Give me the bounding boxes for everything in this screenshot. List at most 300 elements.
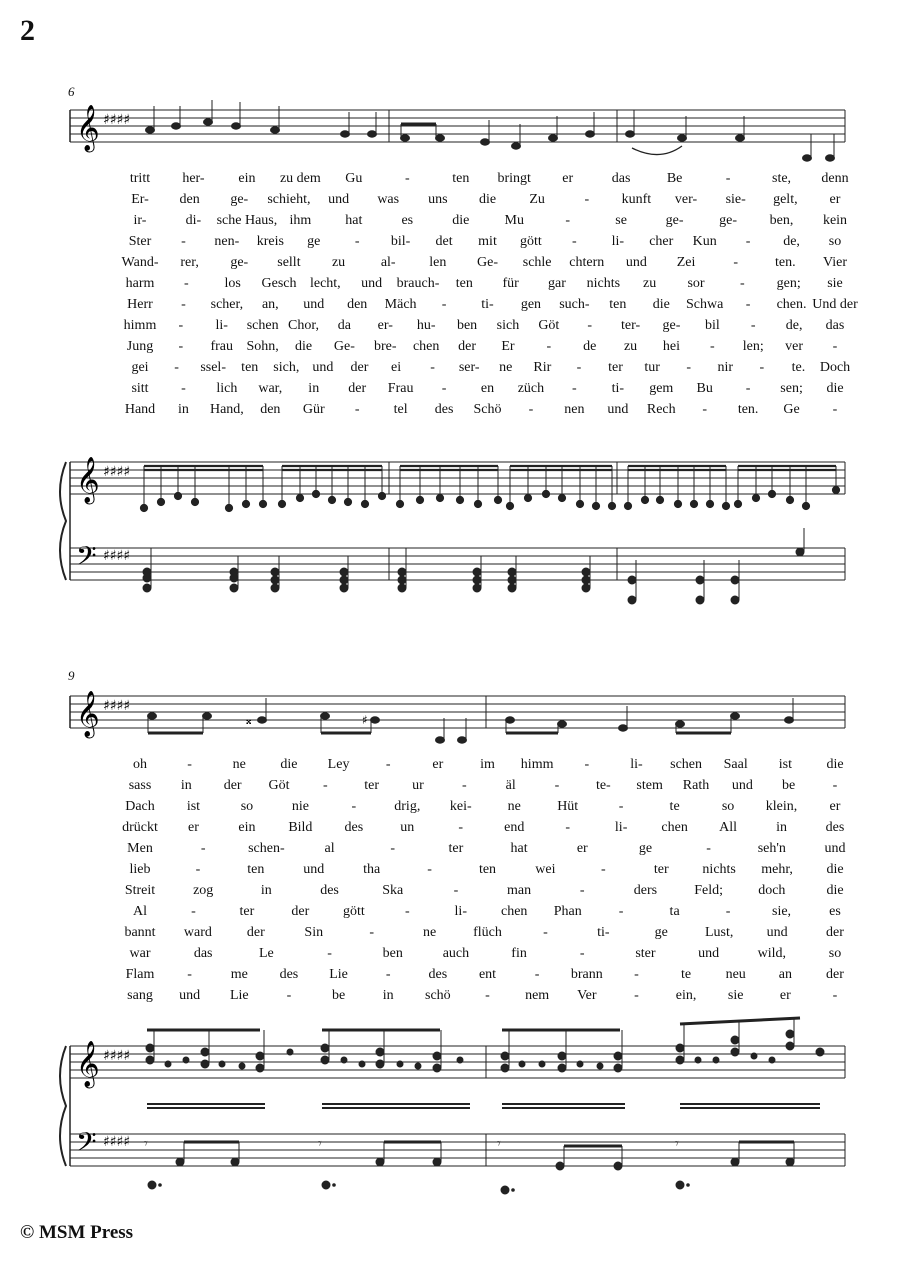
lyric-syllable: da	[337, 318, 352, 333]
lyric-syllable: All	[719, 820, 738, 835]
lyric-syllable: den	[260, 402, 281, 417]
lyric-syllable: er	[188, 820, 199, 835]
lyric-verse-line	[0, 796, 900, 817]
lyric-syllable: so	[240, 799, 254, 814]
lyric-syllable: Dach	[125, 799, 155, 814]
lyric-syllable: und	[179, 988, 201, 1003]
lyric-syllable: ge-	[230, 255, 249, 270]
lyric-syllable: Streit	[124, 883, 156, 898]
lyric-syllable: -	[565, 820, 571, 835]
lyric-syllable: -	[351, 799, 357, 814]
lyric-syllable: Lie	[329, 967, 348, 982]
lyric-syllable: Jung	[126, 339, 154, 354]
lyric-syllable: de,	[783, 234, 800, 249]
lyric-verse-line	[0, 922, 900, 943]
lyric-syllable: das	[193, 946, 213, 961]
lyric-syllable: so	[721, 799, 735, 814]
lyric-syllable: ein,	[675, 988, 697, 1003]
lyric-syllable: lecht,	[309, 276, 341, 291]
lyric-syllable: gen	[520, 297, 542, 312]
lyric-syllable: -	[733, 255, 739, 270]
lyric-verse-line	[0, 943, 900, 964]
lyric-syllable: det	[435, 234, 453, 249]
lyric-syllable: Ver	[577, 988, 597, 1003]
lyric-syllable: te.	[791, 360, 806, 375]
treble-clef-icon: 𝄞	[76, 457, 100, 503]
lyric-syllable: ist	[778, 757, 792, 772]
lyric-syllable: -	[600, 862, 606, 877]
lyric-syllable: und	[361, 276, 383, 291]
lyric-syllable: Herr	[127, 297, 153, 312]
bass-clef-icon: 𝄢	[76, 540, 97, 578]
lyric-syllable: -	[200, 841, 206, 856]
lyric-syllable: end	[504, 820, 525, 835]
lyric-syllable: li-	[215, 318, 228, 333]
lyric-syllable: gött	[342, 904, 365, 919]
lyric-syllable: -	[453, 883, 459, 898]
lyric-syllable: -	[832, 778, 838, 793]
lyric-syllable: -	[178, 339, 184, 354]
lyric-syllable: man	[507, 883, 532, 898]
lyric-syllable: ihm	[289, 213, 312, 228]
lyric-syllable: -	[187, 967, 192, 982]
lyric-syllable: -	[587, 318, 593, 333]
lyric-syllable: -	[572, 381, 577, 396]
lyric-syllable: mit	[478, 234, 497, 249]
lyric-syllable: Lie	[229, 988, 249, 1003]
svg-text:♯♯♯♯: ♯♯♯♯	[103, 548, 131, 564]
lyric-syllable: -	[554, 778, 560, 793]
lyric-syllable: ter	[608, 360, 623, 375]
lyric-syllable: ster	[635, 946, 656, 961]
lyric-syllable: gelt,	[773, 192, 798, 207]
lyric-syllable: -	[565, 213, 571, 228]
lyric-syllable: himm	[123, 318, 157, 333]
lyric-syllable: sen;	[780, 381, 803, 396]
lyric-syllable: lieb	[129, 862, 151, 877]
lyric-syllable: such-	[559, 297, 590, 312]
svg-text:♯♯♯♯: ♯♯♯♯	[103, 1134, 131, 1150]
lyric-syllable: des	[320, 883, 339, 898]
lyric-syllable: nen	[564, 402, 585, 417]
lyric-syllable: nie	[291, 799, 309, 814]
lyric-syllable: -	[183, 276, 189, 291]
lyric-syllable: -	[461, 778, 467, 793]
lyric-syllable: los	[224, 276, 241, 291]
svg-text:𝄾: 𝄾	[318, 1136, 322, 1152]
lyric-syllable: Chor,	[288, 318, 319, 333]
lyric-syllable: her-	[182, 171, 205, 186]
lyric-syllable: len;	[742, 339, 764, 354]
lyric-syllable: hei	[662, 339, 681, 354]
lyric-syllable: al	[324, 841, 335, 856]
lyric-syllable: chtern	[569, 255, 605, 270]
lyric-syllable: Ge-	[477, 255, 498, 270]
lyric-syllable: Er	[501, 339, 515, 354]
lyric-syllable: ben,	[769, 213, 794, 228]
lyric-syllable: er	[562, 171, 574, 186]
lyric-syllable: der	[223, 778, 242, 793]
lyric-syllable: tritt	[129, 171, 151, 186]
lyric-syllable: Hand	[124, 402, 156, 417]
lyric-syllable: die	[652, 297, 670, 312]
lyric-syllable: klein,	[765, 799, 798, 814]
lyric-syllable: kreis	[256, 234, 284, 249]
lyric-syllable: ur	[412, 778, 424, 793]
lyric-syllable: Phan	[553, 904, 582, 919]
treble-clef-icon: 𝄞	[76, 1041, 100, 1087]
lyric-syllable: war,	[258, 381, 283, 396]
lyric-syllable: ver	[785, 339, 804, 354]
lyric-syllable: der	[458, 339, 476, 354]
lyric-syllable: die	[826, 862, 844, 877]
lyric-syllable: sche Haus,	[216, 213, 278, 228]
lyric-syllable: die	[826, 883, 844, 898]
lyric-syllable: des	[825, 820, 845, 835]
lyric-syllable: de,	[785, 318, 803, 333]
lyric-syllable: -	[327, 946, 332, 961]
lyric-syllable: es	[401, 213, 414, 228]
lyric-syllable: des	[344, 820, 364, 835]
lyric-syllable: ge-	[662, 318, 681, 333]
lyric-syllable: un	[400, 820, 415, 835]
lyric-syllable: Rir	[533, 360, 552, 375]
lyric-syllable: oh	[133, 757, 147, 772]
lyric-syllable: Ster	[128, 234, 152, 249]
lyric-syllable: nir	[717, 360, 734, 375]
lyric-syllable: Hüt	[557, 799, 579, 814]
lyric-syllable: Hand,	[209, 402, 244, 417]
lyric-syllable: -	[686, 360, 692, 375]
lyric-syllable: in	[308, 381, 320, 396]
lyric-syllable: denn	[821, 171, 849, 186]
lyric-syllable: ta	[669, 904, 680, 919]
lyric-syllable: ssel-	[200, 360, 226, 375]
lyric-syllable: und	[303, 297, 325, 312]
lyric-syllable: es	[829, 904, 841, 919]
lyric-syllable: Und der	[812, 297, 858, 312]
lyric-syllable: frau	[210, 339, 234, 354]
lyric-syllable: li-	[454, 904, 467, 919]
lyric-syllable: gött	[520, 234, 542, 249]
lyric-syllable: al-	[380, 255, 396, 270]
lyric-syllable: Mu	[504, 213, 524, 228]
lyric-syllable: und	[328, 192, 350, 207]
lyric-syllable: chen	[501, 904, 528, 919]
svg-text:𝄾: 𝄾	[675, 1136, 679, 1152]
lyric-syllable: den	[179, 192, 200, 207]
lyric-syllable: das	[825, 318, 845, 333]
lyric-syllable: so	[828, 234, 842, 249]
lyric-syllable: die	[826, 757, 844, 772]
lyric-syllable: zu	[623, 339, 638, 354]
lyric-syllable: fin	[511, 946, 527, 961]
lyric-syllable: Er-	[131, 192, 149, 207]
lyric-syllable: te	[669, 799, 680, 814]
measure-number: 9	[68, 668, 75, 683]
lyric-syllable: brann	[570, 967, 603, 982]
lyric-syllable: doch	[758, 883, 786, 898]
measure-number: 6	[68, 84, 75, 99]
lyric-syllable: -	[187, 757, 192, 772]
lyric-syllable: gem	[649, 381, 674, 396]
lyric-syllable: im	[480, 757, 495, 772]
lyric-syllable: Sohn,	[246, 339, 279, 354]
lyric-syllable: lich	[216, 381, 238, 396]
lyric-syllable: in	[177, 402, 189, 417]
lyric-syllable: ten.	[737, 402, 759, 417]
treble-clef-icon: 𝄞	[76, 691, 100, 737]
lyric-syllable: sor	[687, 276, 705, 291]
lyric-syllable: der	[826, 967, 844, 982]
lyric-syllable: -	[750, 318, 756, 333]
lyric-syllable: -	[745, 381, 751, 396]
lyric-syllable: chen.	[776, 297, 807, 312]
lyric-syllable: Le	[258, 946, 274, 961]
lyric-syllable: ent	[478, 967, 497, 982]
lyric-syllable: li-	[630, 757, 643, 772]
lyric-syllable: sie	[827, 276, 843, 291]
lyric-syllable: -	[174, 360, 179, 375]
lyric-syllable: Ge-	[333, 339, 355, 354]
lyric-syllable: Gür	[302, 402, 325, 417]
svg-text:♯♯♯♯: ♯♯♯♯	[103, 464, 131, 480]
lyric-syllable: Men	[127, 841, 153, 856]
lyric-syllable: ter	[653, 862, 669, 877]
lyric-syllable: in	[382, 988, 394, 1003]
lyric-syllable: -	[759, 360, 765, 375]
lyric-syllable: des	[428, 967, 448, 982]
lyric-syllable: -	[441, 381, 447, 396]
lyric-syllable: ne	[422, 925, 437, 940]
lyric-syllable: Be	[666, 171, 683, 186]
lyric-syllable: der	[291, 904, 310, 919]
lyric-syllable: ein	[238, 171, 256, 186]
lyric-syllable: -	[745, 297, 751, 312]
lyric-syllable: stem	[636, 778, 663, 793]
lyric-syllable: -	[458, 820, 464, 835]
lyric-syllable: chen	[412, 339, 440, 354]
lyric-syllable: die	[280, 757, 298, 772]
svg-text:♯: ♯	[362, 713, 368, 727]
lyric-syllable: -	[618, 904, 624, 919]
lyric-verse-line	[0, 859, 900, 880]
lyric-syllable: die	[294, 339, 313, 354]
copyright-notice: © MSM Press	[20, 1222, 134, 1243]
lyric-syllable: Zei	[676, 255, 696, 270]
lyric-syllable: ste,	[772, 171, 792, 186]
lyric-syllable: schen	[246, 318, 279, 333]
lyric-syllable: ten	[452, 171, 470, 186]
lyric-syllable: er	[829, 799, 841, 814]
lyric-syllable: -	[181, 297, 186, 312]
lyric-syllable: die	[452, 213, 470, 228]
lyric-syllable: ir-	[133, 213, 147, 228]
lyric-syllable: Gu	[345, 171, 363, 186]
lyric-syllable: gei	[131, 360, 149, 375]
lyric-verse-line	[0, 985, 900, 1006]
lyric-syllable: wei	[535, 862, 556, 877]
lyric-syllable: -	[528, 402, 534, 417]
lyric-syllable: -	[430, 360, 435, 375]
lyric-syllable: und	[824, 841, 846, 856]
lyric-syllable: nichts	[702, 862, 736, 877]
lyric-syllable: ti-	[611, 381, 625, 396]
lyric-syllable: nichts	[586, 276, 621, 291]
lyric-syllable: zu dem	[279, 171, 321, 186]
lyric-syllable: -	[725, 171, 731, 186]
lyric-syllable: gen;	[776, 276, 801, 291]
lyric-syllable: Frau	[387, 381, 414, 396]
lyric-syllable: hat	[345, 213, 363, 228]
lyric-syllable: er	[779, 988, 791, 1003]
svg-text:♯♯♯♯: ♯♯♯♯	[103, 698, 131, 714]
lyric-syllable: -	[534, 967, 540, 982]
lyric-syllable: de	[583, 339, 597, 354]
lyric-syllable: -	[178, 318, 184, 333]
lyric-syllable: die	[826, 381, 844, 396]
lyric-verse-line	[0, 964, 900, 985]
svg-text:♯♯♯♯: ♯♯♯♯	[103, 1048, 131, 1064]
lyric-syllable: neu	[725, 967, 746, 982]
lyric-syllable: kein	[822, 213, 848, 228]
lyric-syllable: ei	[390, 360, 402, 375]
piano-bass-staff-2	[60, 1046, 845, 1194]
lyric-syllable: harm	[125, 276, 155, 291]
lyric-syllable: -	[427, 862, 432, 877]
lyric-syllable: schle	[522, 255, 552, 270]
lyric-syllable: ne	[507, 799, 521, 814]
lyric-syllable: schen-	[248, 841, 285, 856]
lyric-syllable: -	[572, 234, 577, 249]
lyric-syllable: er	[432, 757, 444, 772]
lyric-syllable: -	[832, 402, 838, 417]
lyric-syllable: ten	[478, 862, 497, 877]
lyric-syllable: Göt	[538, 318, 560, 333]
lyric-syllable: ten.	[775, 255, 796, 270]
lyric-syllable: di-	[185, 213, 202, 228]
lyric-syllable: und	[303, 862, 325, 877]
lyric-syllable: und	[312, 360, 334, 375]
lyric-syllable: -	[584, 192, 590, 207]
lyric-syllable: flüch	[473, 925, 502, 940]
lyric-syllable: -	[634, 988, 639, 1003]
lyric-syllable: Ge	[783, 402, 800, 417]
lyric-syllable: für	[502, 276, 519, 291]
lyric-syllable: gar	[548, 276, 566, 291]
lyric-syllable: -	[618, 799, 624, 814]
lyric-syllable: en	[480, 381, 495, 396]
lyric-syllable: -	[322, 778, 328, 793]
lyric-syllable: so	[828, 946, 842, 961]
lyric-syllable: Schö	[473, 402, 502, 417]
lyric-syllable: und	[766, 925, 788, 940]
lyric-syllable: ten	[247, 862, 265, 877]
lyric-syllable: was	[377, 192, 400, 207]
svg-text:♯♯♯♯: ♯♯♯♯	[103, 112, 131, 128]
lyric-syllable: bil-	[390, 234, 411, 249]
lyric-syllable: Sin	[304, 925, 324, 940]
lyric-syllable: ward	[183, 925, 212, 940]
lyric-syllable: ten	[609, 297, 627, 312]
lyric-syllable: schen	[670, 757, 703, 772]
lyric-syllable: -	[725, 904, 731, 919]
lyric-syllable: schö	[425, 988, 451, 1003]
lyric-syllable: sang	[127, 988, 153, 1003]
lyric-syllable: schieht,	[267, 192, 311, 207]
lyric-syllable: drig,	[394, 799, 421, 814]
lyric-syllable: Bu	[696, 381, 713, 396]
lyric-syllable: himm	[520, 757, 554, 772]
lyric-syllable: tur	[644, 360, 660, 375]
lyric-syllable: li-	[611, 234, 625, 249]
lyric-syllable: -	[354, 234, 360, 249]
lyric-syllable: Ley	[327, 757, 350, 772]
lyric-syllable: -	[181, 381, 186, 396]
lyric-syllable: -	[195, 862, 201, 877]
lyric-syllable: Ska	[382, 883, 404, 898]
lyric-syllable: me	[230, 967, 248, 982]
lyric-syllable: Flam	[125, 967, 155, 982]
lyric-syllable: ders	[633, 883, 658, 898]
lyric-verse-line	[0, 901, 900, 922]
lyric-syllable: Rech	[646, 402, 676, 417]
lyric-syllable: uns	[428, 192, 448, 207]
lyric-syllable: in	[260, 883, 272, 898]
lyric-syllable: des	[434, 402, 454, 417]
lyric-syllable: scher,	[210, 297, 244, 312]
lyric-syllable: te	[681, 967, 692, 982]
lyric-syllable: auch	[442, 946, 470, 961]
lyric-syllable: ge-	[230, 192, 249, 207]
lyric-syllable: Gesch	[261, 276, 297, 291]
lyric-syllable: -	[576, 360, 582, 375]
lyric-syllable: der	[350, 360, 369, 375]
lyric-syllable: -	[385, 757, 391, 772]
lyric-syllable: er	[576, 841, 588, 856]
treble-clef-icon: 𝄞	[76, 105, 100, 151]
lyric-syllable: -	[832, 339, 838, 354]
lyric-syllable: -	[181, 234, 186, 249]
lyric-syllable: -	[369, 925, 374, 940]
lyric-syllable: der	[348, 381, 367, 396]
lyric-syllable: ter	[448, 841, 464, 856]
lyric-syllable: hat	[510, 841, 528, 856]
lyric-syllable: sie	[727, 988, 744, 1003]
lyric-syllable: und	[607, 402, 629, 417]
lyric-syllable: -	[579, 883, 585, 898]
lyric-syllable: Göt	[268, 778, 290, 793]
lyric-syllable: -	[390, 841, 396, 856]
lyric-syllable: brauch-	[396, 276, 440, 291]
lyric-syllable: -	[485, 988, 490, 1003]
lyric-syllable: er-	[377, 318, 393, 333]
lyric-syllable: sass	[128, 778, 152, 793]
lyric-syllable: Schwa	[686, 297, 724, 312]
lyric-syllable: ist	[186, 799, 201, 814]
lyric-syllable: ter	[364, 778, 380, 793]
lyric-syllable: ten	[455, 276, 473, 291]
lyric-syllable: sie-	[725, 192, 746, 207]
lyric-syllable: ti-	[481, 297, 494, 312]
lyric-syllable: li-	[614, 820, 628, 835]
lyric-syllable: se	[615, 213, 627, 228]
lyric-syllable: tha	[363, 862, 381, 877]
lyric-syllable: kunft	[621, 192, 652, 207]
lyric-syllable: Doch	[819, 360, 851, 375]
lyric-syllable: ge-	[665, 213, 684, 228]
bass-clef-icon: 𝄢	[76, 1126, 97, 1164]
